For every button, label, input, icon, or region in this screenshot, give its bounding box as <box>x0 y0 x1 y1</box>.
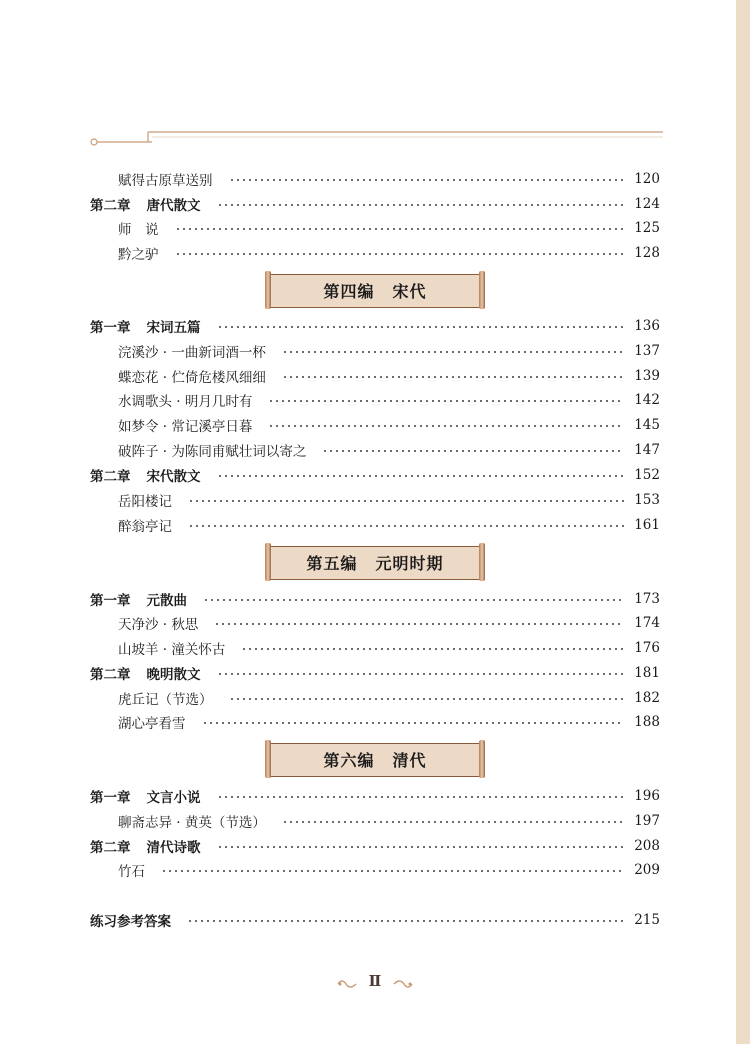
toc-entry-title: 赋得古原草送别 <box>118 173 213 189</box>
toc-entry-page: 176 <box>634 640 660 656</box>
chapter-number: 第二章 <box>90 198 131 214</box>
leader-dots <box>161 870 624 872</box>
toc-entry-title: 聊斋志异 · 黄英（节选） <box>118 815 266 831</box>
chapter-number: 第二章 <box>90 469 131 485</box>
leader-dots <box>217 326 625 328</box>
toc-chapter[interactable] <box>90 662 660 684</box>
leader-dots <box>268 425 624 427</box>
toc-entry[interactable] <box>118 637 660 659</box>
toc-entry[interactable] <box>118 711 660 733</box>
toc-entry[interactable] <box>118 340 660 362</box>
chapter-number: 第一章 <box>90 790 131 806</box>
toc-chapter[interactable] <box>90 835 660 857</box>
toc-chapter[interactable] <box>90 193 660 215</box>
toc-entry[interactable] <box>118 414 660 436</box>
leader-dots <box>188 525 624 527</box>
toc-entry-page: 173 <box>634 591 660 607</box>
toc-entry-page: 196 <box>634 788 660 804</box>
toc-chapter[interactable] <box>90 588 660 610</box>
toc-chapter[interactable] <box>90 785 660 807</box>
chapter-title: 文言小说 <box>146 790 201 806</box>
toc-entry-page: 137 <box>634 343 660 359</box>
toc-entry-title: 岳阳楼记 <box>118 494 172 510</box>
toc-entry[interactable] <box>118 365 660 387</box>
toc-entry-page: 208 <box>634 838 660 854</box>
toc-entry-title: 如梦令 · 常记溪亭日暮 <box>118 419 253 435</box>
toc-entry-title: 水调歌头 · 明月几时有 <box>118 394 253 410</box>
toc-entry-title: 浣溪沙 · 一曲新词酒一杯 <box>118 345 266 361</box>
leader-dots <box>175 253 625 255</box>
leader-dots <box>188 500 624 502</box>
leader-dots <box>282 351 624 353</box>
part-number: 第六编 <box>323 750 375 770</box>
toc-entry-page: 209 <box>634 862 660 878</box>
toc-entry-title: 山坡羊 · 潼关怀古 <box>118 642 226 658</box>
toc-entry[interactable] <box>118 514 660 536</box>
footer-ornament-right-icon <box>392 978 414 990</box>
toc-entry-page: 181 <box>634 665 660 681</box>
leader-dots <box>203 599 624 601</box>
toc-entry[interactable] <box>118 242 660 264</box>
chapter-title: 晚明散文 <box>146 667 201 683</box>
toc-entry-page: 147 <box>634 442 660 458</box>
leader-dots <box>268 400 624 402</box>
part-title: 元明时期 <box>375 553 444 573</box>
toc-entry-page: 182 <box>634 690 660 706</box>
toc-entry[interactable] <box>118 687 660 709</box>
banner-text <box>265 740 485 778</box>
leader-dots <box>202 722 625 724</box>
toc-entry[interactable] <box>118 389 660 411</box>
part-banner-5[interactable] <box>265 543 485 581</box>
chapter-number: 第二章 <box>90 667 131 683</box>
toc-entry-title: 湖心亭看雪 <box>118 716 186 732</box>
toc-entry-title: 虎丘记（节选） <box>118 692 213 708</box>
toc-entry-title: 师 说 <box>118 222 159 238</box>
part-number: 第五编 <box>306 553 358 573</box>
chapter-title: 唐代散文 <box>146 198 201 214</box>
toc-chapter[interactable] <box>90 315 660 337</box>
leader-dots <box>217 796 625 798</box>
toc-entry[interactable] <box>118 810 660 832</box>
leader-dots <box>217 475 625 477</box>
chapter-number: 第一章 <box>90 593 131 609</box>
leader-dots <box>282 821 624 823</box>
toc-entry[interactable] <box>118 168 660 190</box>
toc-entry-page: 174 <box>634 615 660 631</box>
toc-entry-page: 120 <box>634 171 660 187</box>
toc-entry-page: 153 <box>634 492 660 508</box>
chapter-number: 第一章 <box>90 320 131 336</box>
leader-dots <box>214 623 624 625</box>
toc-entry[interactable] <box>118 489 660 511</box>
answers-title: 练习参考答案 <box>90 914 171 930</box>
part-title: 清代 <box>392 750 427 770</box>
page-number: Ⅱ <box>368 972 382 990</box>
banner-text <box>265 543 485 581</box>
toc-entry-title: 黔之驴 <box>118 247 159 263</box>
toc-entry-title: 竹石 <box>118 864 145 880</box>
leader-dots <box>217 846 625 848</box>
leader-dots <box>229 698 625 700</box>
part-number: 第四编 <box>323 281 375 301</box>
toc-entry-title: 醉翁亭记 <box>118 519 172 535</box>
toc-entry-page: 139 <box>634 368 660 384</box>
leader-dots <box>175 228 625 230</box>
part-banner-4[interactable] <box>265 271 485 309</box>
toc-entry[interactable] <box>118 217 660 239</box>
chapter-title: 宋代散文 <box>146 469 201 485</box>
page-footer <box>330 972 420 996</box>
toc-entry-page: 142 <box>634 392 660 408</box>
toc-entry-title: 天净沙 · 秋思 <box>118 617 199 633</box>
toc-entry-page: 125 <box>634 220 660 236</box>
toc-entry-page: 215 <box>634 912 660 928</box>
leader-dots <box>217 204 625 206</box>
toc-entry[interactable] <box>118 859 660 881</box>
part-title: 宋代 <box>392 281 427 301</box>
chapter-title: 宋词五篇 <box>146 320 201 336</box>
toc-entry-page: 188 <box>634 714 660 730</box>
toc-entry[interactable] <box>118 439 660 461</box>
leader-dots <box>322 450 624 452</box>
toc-chapter[interactable] <box>90 464 660 486</box>
toc-entry-title: 破阵子 · 为陈同甫赋壮词以寄之 <box>118 444 307 460</box>
toc-entry-page: 136 <box>634 318 660 334</box>
leader-dots <box>241 648 624 650</box>
toc-entry-page: 152 <box>634 467 660 483</box>
chapter-title: 元散曲 <box>146 593 187 609</box>
part-banner-6[interactable] <box>265 740 485 778</box>
toc-entry-page: 124 <box>634 196 660 212</box>
leader-dots <box>229 179 625 181</box>
toc-answers[interactable] <box>90 909 660 931</box>
toc-entry-page: 161 <box>634 517 660 533</box>
leader-dots <box>187 920 624 922</box>
toc-entry-title: 蝶恋花 · 伫倚危楼风细细 <box>118 370 266 386</box>
leader-dots <box>217 673 625 675</box>
leader-dots <box>282 376 624 378</box>
banner-text <box>265 271 485 309</box>
chapter-title: 清代诗歌 <box>146 840 201 856</box>
toc-entry-page: 128 <box>634 245 660 261</box>
toc-entry[interactable] <box>118 612 660 634</box>
chapter-number: 第二章 <box>90 840 131 856</box>
toc-entry-page: 197 <box>634 813 660 829</box>
toc-entry-page: 145 <box>634 417 660 433</box>
